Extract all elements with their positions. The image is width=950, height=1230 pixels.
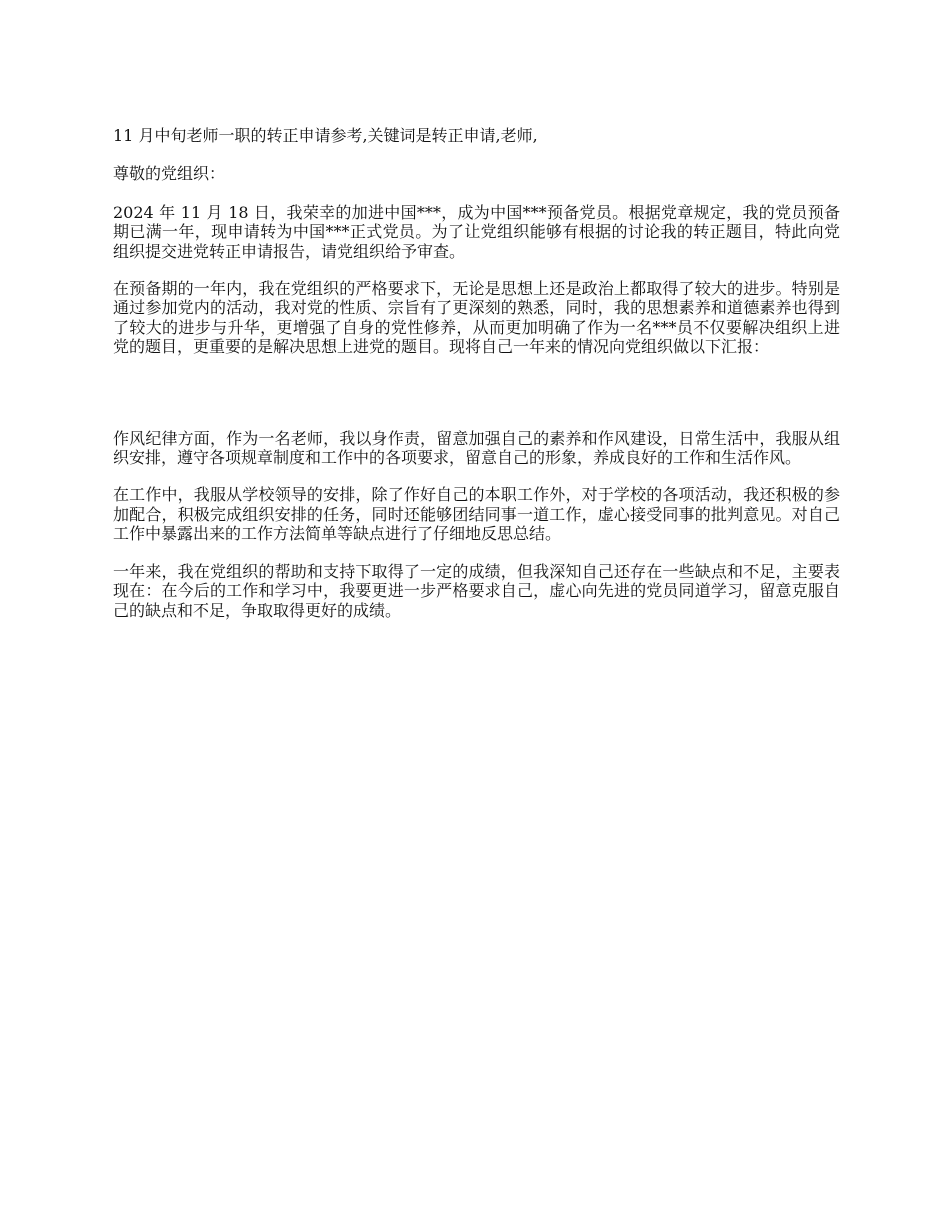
paragraph-3: 作风纪律方面，作为一名老师，我以身作责，留意加强自己的素养和作风建设，日常生活中，我服从组织安排，遵守各项规章制度和工作中的各项要求，留意自己的形象，养成良好的工作和生活作风。: [113, 428, 840, 468]
section-gap: [113, 375, 840, 429]
document-body: [113, 126, 840, 638]
paragraph-1: 2024 年 11 月 18 日，我荣幸的加进中国***，成为中国***预备党员。根据党章规定，我的党员预备期已满一年，现申请转为中国***正式党员。为了让党组织能够有根据的讨论我的转正题目，特此向党组织提交进党转正申请报告，请党组织给予审查。: [113, 202, 840, 261]
salutation: 尊敬的党组织：: [113, 164, 226, 184]
document-header-line: 11 月中旬老师一职的转正申请参考,关键词是转正申请,老师,: [113, 126, 538, 145]
paragraph-4: 在工作中，我服从学校领导的安排，除了作好自己的本职工作外，对于学校的各项活动，我还积极的参加配合，积极完成组织安排的任务，同时还能够团结同事一道工作，虚心接受同事的批判意见。对自己工作中暴露出来的工作方法简单等缺点进行了仔细地反思总结。: [113, 485, 840, 544]
paragraph-2: 在预备期的一年内，我在党组织的严格要求下，无论是思想上还是政治上都取得了较大的进步。特别是通过参加党内的活动，我对党的性质、宗旨有了更深刻的熟悉，同时，我的思想素养和道德素养也得到了较大的进步与升华，更增强了自身的党性修养，从而更加明确了作为一名***员不仅要解决组织上进党的题目，更重要的是解决思想上进党的题目。现将自己一年来的情况向党组织做以下汇报：: [113, 279, 840, 357]
paragraph-5: 一年来，我在党组织的帮助和支持下取得了一定的成绩，但我深知自己还存在一些缺点和不足，主要表现在：在今后的工作和学习中，我要更进一步严格要求自己，虚心向先进的党员同道学习，留意克服自己的缺点和不足，争取取得更好的成绩。: [113, 561, 840, 620]
